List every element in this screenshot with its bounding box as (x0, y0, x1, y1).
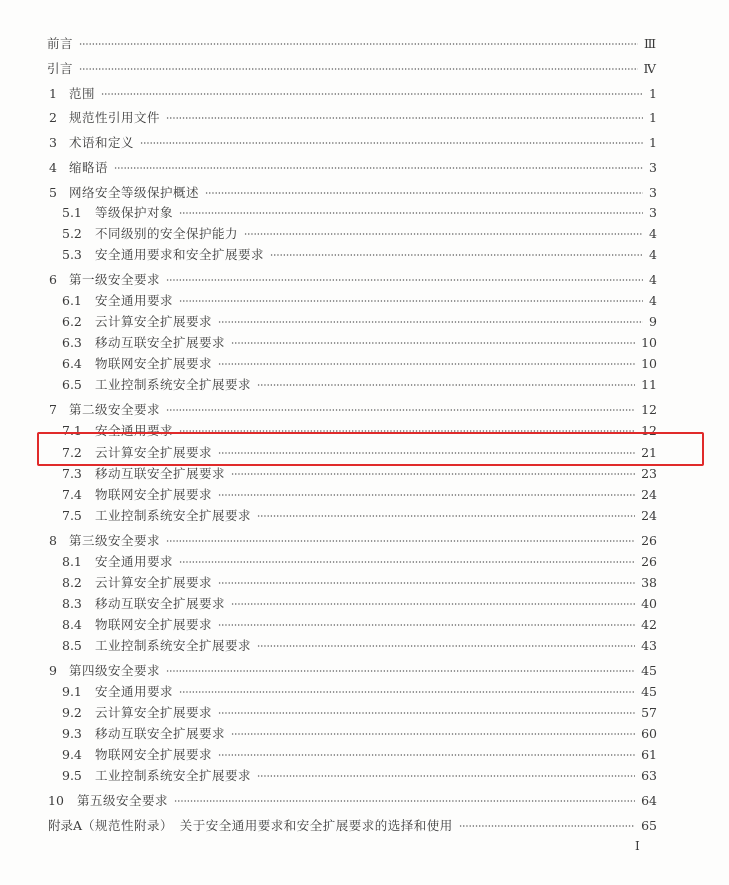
entry-number: 6.5 (62, 376, 82, 392)
dot-leader (231, 473, 635, 475)
toc-subentry (0, 551, 729, 571)
entry-title: 引言 (47, 61, 74, 76)
entry-number: 9.4 (62, 746, 82, 762)
toc-subentry (0, 332, 729, 352)
toc-subentry (0, 463, 729, 483)
entry-page: 1 (649, 109, 657, 125)
entry-page: 9 (649, 313, 657, 329)
entry-number: 8.2 (62, 574, 82, 590)
toc-entry (0, 399, 729, 419)
entry-title: 第二级安全要求 (69, 402, 161, 417)
entry-title: 移动互联安全扩展要求 (95, 466, 226, 481)
toc-subentry (0, 723, 729, 743)
dot-leader (270, 254, 643, 256)
dot-leader (257, 645, 635, 647)
dot-leader (166, 540, 635, 542)
dot-leader (174, 800, 635, 802)
toc-entry (0, 269, 729, 289)
toc-subentry (0, 202, 729, 222)
entry-title: 第四级安全要求 (69, 663, 161, 678)
entry-number: 3 (49, 134, 57, 150)
entry-number: 5.1 (62, 204, 82, 220)
entry-title: 工业控制系统安全扩展要求 (95, 768, 252, 783)
highlight-box (37, 432, 704, 466)
dot-leader (166, 117, 643, 119)
entry-page: 12 (641, 422, 657, 438)
dot-leader (179, 561, 635, 563)
entry-number: 7.3 (62, 465, 82, 481)
entry-number: 6 (49, 271, 57, 287)
entry-page: Ⅲ (643, 35, 656, 51)
entry-number: 7.2 (62, 444, 82, 460)
entry-number: 7.5 (62, 507, 82, 523)
entry-title: 第五级安全要求 (77, 793, 169, 808)
toc-entry-introduction (0, 58, 729, 78)
toc-appendix (0, 815, 729, 835)
toc-subentry (0, 290, 729, 310)
entry-number: 5.3 (62, 246, 82, 262)
entry-number: 8.1 (62, 553, 82, 569)
dot-leader (218, 754, 635, 756)
entry-title: 等级保护对象 (95, 205, 174, 220)
entry-page: 61 (641, 746, 657, 762)
dot-leader (79, 43, 638, 45)
entry-title: 移动互联安全扩展要求 (95, 335, 226, 350)
dot-leader (231, 603, 635, 605)
dot-leader (166, 409, 635, 411)
toc-subentry (0, 484, 729, 504)
entry-number: 5 (49, 184, 57, 200)
entry-number: 9.2 (62, 704, 82, 720)
entry-title: 缩略语 (69, 160, 109, 175)
entry-page: 1 (649, 85, 657, 101)
entry-title: 第一级安全要求 (69, 272, 161, 287)
entry-page: 10 (641, 334, 657, 350)
dot-leader (218, 363, 635, 365)
entry-page: 26 (641, 553, 657, 569)
entry-title: 术语和定义 (69, 135, 135, 150)
entry-title: 前言 (47, 36, 74, 51)
entry-number: 9 (49, 662, 57, 678)
entry-title: 安全通用要求 (95, 684, 174, 699)
entry-page: 60 (641, 725, 657, 741)
entry-title: 物联网安全扩展要求 (95, 747, 213, 762)
entry-title: 安全通用要求 (95, 293, 174, 308)
toc-subentry (0, 702, 729, 722)
dot-leader (79, 68, 637, 70)
dot-leader (459, 825, 635, 827)
entry-page: 12 (641, 401, 657, 417)
toc-subentry (0, 374, 729, 394)
toc-entry (0, 132, 729, 152)
entry-number: 7 (49, 401, 57, 417)
dot-leader (231, 733, 635, 735)
entry-title: 移动互联安全扩展要求 (95, 726, 226, 741)
entry-page: 10 (641, 355, 657, 371)
entry-page: 3 (649, 159, 657, 175)
toc-subentry (0, 744, 729, 764)
dot-leader (218, 712, 635, 714)
entry-page: 1 (649, 134, 657, 150)
entry-page: 4 (649, 225, 657, 241)
dot-leader (179, 691, 635, 693)
toc-subentry (0, 353, 729, 373)
entry-page: 42 (641, 616, 657, 632)
entry-title: 工业控制系统安全扩展要求 (95, 377, 252, 392)
entry-title: 第三级安全要求 (69, 533, 161, 548)
toc-entry (0, 660, 729, 680)
entry-page: 4 (649, 292, 657, 308)
entry-title: 云计算安全扩展要求 (95, 445, 213, 460)
entry-number: 8.5 (62, 637, 82, 653)
entry-number: 7.1 (62, 422, 82, 438)
entry-number: 8 (49, 532, 57, 548)
entry-title: 安全通用要求 (95, 554, 174, 569)
dot-leader (218, 494, 635, 496)
toc-subentry (0, 635, 729, 655)
toc-entry (0, 83, 729, 103)
entry-title: 物联网安全扩展要求 (95, 356, 213, 371)
toc-subentry (0, 505, 729, 525)
entry-page: 45 (641, 662, 657, 678)
entry-number: 2 (49, 109, 57, 125)
toc-subentry (0, 614, 729, 634)
entry-page: 45 (641, 683, 657, 699)
entry-page: 65 (641, 817, 657, 833)
entry-page: 57 (641, 704, 657, 720)
entry-title: 云计算安全扩展要求 (95, 314, 213, 329)
entry-page: 24 (641, 486, 657, 502)
entry-number: 7.4 (62, 486, 82, 502)
page-number: Ⅰ (635, 839, 640, 853)
entry-title: （规范性附录） 关于安全通用要求和安全扩展要求的选择和使用 (82, 818, 453, 833)
entry-title: 云计算安全扩展要求 (95, 705, 213, 720)
entry-title: 网络安全等级保护概述 (69, 185, 200, 200)
dot-leader (257, 384, 635, 386)
entry-number: 6.3 (62, 334, 82, 350)
entry-page: 23 (641, 465, 657, 481)
entry-title: 物联网安全扩展要求 (95, 617, 213, 632)
entry-number: 附录A (48, 818, 83, 833)
toc-entry (0, 157, 729, 177)
entry-page: 63 (641, 767, 657, 783)
dot-leader (166, 670, 635, 672)
dot-leader (218, 624, 635, 626)
entry-title: 不同级别的安全保护能力 (95, 226, 239, 241)
toc-entry (0, 790, 729, 810)
toc-subentry (0, 681, 729, 701)
dot-leader (179, 300, 643, 302)
entry-page: 24 (641, 507, 657, 523)
entry-title: 云计算安全扩展要求 (95, 575, 213, 590)
toc-entry-preface (0, 33, 729, 53)
dot-leader (231, 342, 635, 344)
toc-subentry (0, 572, 729, 592)
dot-leader (218, 582, 635, 584)
dot-leader (218, 321, 643, 323)
entry-title: 工业控制系统安全扩展要求 (95, 508, 252, 523)
toc-entry (0, 530, 729, 550)
entry-number: 5.2 (62, 225, 82, 241)
entry-page: 64 (641, 792, 657, 808)
entry-number: 10 (48, 792, 64, 808)
entry-title: 物联网安全扩展要求 (95, 487, 213, 502)
entry-page: 40 (641, 595, 657, 611)
entry-title: 移动互联安全扩展要求 (95, 596, 226, 611)
dot-leader (179, 212, 643, 214)
entry-number: 6.1 (62, 292, 82, 308)
toc-subentry (0, 244, 729, 264)
toc-subentry (0, 223, 729, 243)
entry-number: 6.2 (62, 313, 82, 329)
dot-leader (114, 167, 643, 169)
entry-page: 4 (649, 246, 657, 262)
entry-page: 3 (649, 204, 657, 220)
entry-page: 26 (641, 532, 657, 548)
entry-page: 43 (641, 637, 657, 653)
dot-leader (101, 93, 643, 95)
entry-page: 3 (649, 184, 657, 200)
entry-page: Ⅳ (643, 60, 656, 76)
entry-page: 4 (649, 271, 657, 287)
entry-title: 安全通用要求 (95, 423, 174, 438)
entry-number: 1 (49, 85, 57, 101)
entry-number: 9.3 (62, 725, 82, 741)
toc-subentry (0, 311, 729, 331)
entry-title: 规范性引用文件 (69, 110, 161, 125)
entry-page: 11 (641, 376, 657, 392)
toc-subentry (0, 765, 729, 785)
dot-leader (205, 192, 643, 194)
entry-number: 8.4 (62, 616, 82, 632)
entry-number: 9.1 (62, 683, 82, 699)
toc-subentry (0, 593, 729, 613)
toc-entry (0, 107, 729, 127)
entry-title: 范围 (69, 86, 96, 101)
dot-leader (257, 775, 635, 777)
entry-title: 工业控制系统安全扩展要求 (95, 638, 252, 653)
dot-leader (244, 233, 643, 235)
entry-number: 4 (49, 159, 57, 175)
entry-number: 9.5 (62, 767, 82, 783)
dot-leader (140, 142, 643, 144)
entry-page: 21 (641, 444, 657, 460)
entry-title: 安全通用要求和安全扩展要求 (95, 247, 265, 262)
toc-entry (0, 182, 729, 202)
dot-leader (257, 515, 635, 517)
entry-page: 38 (641, 574, 657, 590)
entry-number: 8.3 (62, 595, 82, 611)
dot-leader (166, 279, 643, 281)
entry-number: 6.4 (62, 355, 82, 371)
